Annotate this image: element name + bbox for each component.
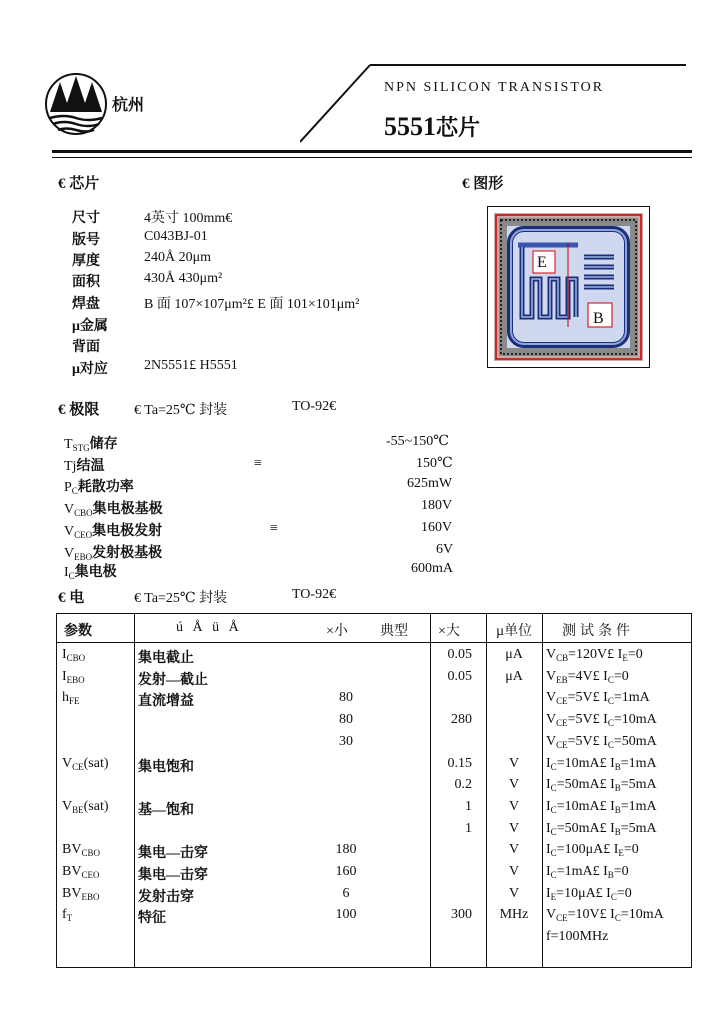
row-min: 180 xyxy=(335,842,357,858)
elec-cond: € Ta=25℃ 封装 xyxy=(134,591,228,606)
row-max: 1 xyxy=(465,820,472,836)
abs-row: Tj结温 xyxy=(64,459,105,474)
row-symbol: $BV_{CBO}$ xyxy=(62,842,100,859)
chip-layout-title: € 图形 xyxy=(462,176,504,192)
abs-value: 6V xyxy=(436,542,454,557)
param-label: μ金属 xyxy=(72,319,108,334)
row-unit: MHz xyxy=(499,907,529,923)
param-label: 版号 xyxy=(72,233,100,248)
row-name: 特征 xyxy=(138,911,166,927)
abs-value: 160V xyxy=(421,520,453,535)
param-label: 厚度 xyxy=(72,254,100,269)
row-condition: $V_{CE}=10V£$ $I_C=10mA$ xyxy=(546,907,664,924)
row-unit: μA xyxy=(505,647,523,662)
elec-title: € 电 xyxy=(58,590,85,606)
row-symbol: $h_{FE}$ xyxy=(62,690,80,707)
row-min: 80 xyxy=(339,712,353,728)
row-max: 0.2 xyxy=(454,777,472,793)
row-symbol: $V_{BE}(sat)$ xyxy=(62,798,109,815)
row-name: 基—饱和 xyxy=(138,802,194,818)
table-header-rule xyxy=(56,642,692,643)
header-unit: µ单位 xyxy=(496,624,533,639)
row-symbol: $I_{EBO}$ xyxy=(62,668,85,685)
row-unit: μA xyxy=(505,668,523,684)
abs-max-cond: € Ta=25℃ 封装 xyxy=(134,403,228,418)
row-min: 80 xyxy=(339,690,353,706)
row-symbol: $V_{CE}(sat)$ xyxy=(62,755,109,772)
row-symbol: $f_T$ xyxy=(62,907,73,924)
row-max: 300 xyxy=(451,907,472,923)
abs-value: 625mW xyxy=(407,476,453,491)
row-name: 发射—截止 xyxy=(138,672,208,688)
subtitle: NPN SILICON TRANSISTOR xyxy=(384,80,605,95)
param-value: C043BJ-01 xyxy=(144,229,208,244)
row-condition: $I_C=50mA£$ $I_B=5mA$ xyxy=(546,777,657,794)
table-col-line xyxy=(56,613,57,968)
row-unit: V xyxy=(508,798,520,814)
top-rule xyxy=(52,150,692,153)
header-max: ×大 xyxy=(438,624,460,639)
abs-row: $P_C$耗散功率 xyxy=(64,480,134,496)
param-value: 4英寸 100mm€ xyxy=(144,211,233,226)
row-condition: $V_{CB}=120V£$ $I_E=0$ xyxy=(546,647,643,663)
dot-mark: ≡ xyxy=(270,521,278,536)
header-cond: 测试条件 xyxy=(562,624,634,639)
row-condition: $I_C=10mA£$ $I_B=1mA$ xyxy=(546,798,657,815)
param-label: μ对应 xyxy=(72,362,108,377)
row-condition: $V_{EB}=4V£$ $I_C=0$ xyxy=(546,668,629,685)
part-number-text: 5551 xyxy=(384,112,436,141)
abs-row: $V_{CBO}$集电极基极 xyxy=(64,502,163,518)
row-name: 集电—击穿 xyxy=(138,868,208,883)
company-name: 杭州 xyxy=(112,97,145,114)
abs-row: $I_C$集电极 xyxy=(64,565,117,581)
abs-value: -55~150℃ xyxy=(386,434,449,449)
row-symbol: $BV_{EBO}$ xyxy=(62,885,100,902)
row-unit: V xyxy=(508,864,520,879)
row-max: 0.05 xyxy=(447,647,472,662)
part-number xyxy=(384,111,480,142)
elec-pkg: TO-92€ xyxy=(292,587,337,602)
row-unit: V xyxy=(508,755,520,771)
param-value: 430Å 430μm² xyxy=(144,271,223,286)
company-logo xyxy=(44,72,108,136)
row-max: 1 xyxy=(465,798,472,814)
table-border-top xyxy=(56,613,692,614)
table-col-line xyxy=(691,613,692,968)
param-label: 背面 xyxy=(72,340,100,355)
row-name: 集电—击穿 xyxy=(138,846,208,862)
row-unit: V xyxy=(508,820,520,836)
header-min: ×小 xyxy=(326,624,348,639)
die-layout-image xyxy=(487,206,650,368)
row-name: 直流增益 xyxy=(138,694,194,710)
row-condition: $I_C=100\mu A£$ $I_E=0$ xyxy=(546,842,639,859)
part-suffix: 芯片 xyxy=(436,115,481,140)
abs-row: $V_{EBO}$发射极基极 xyxy=(64,546,163,562)
row-max: 0.05 xyxy=(447,668,472,684)
header-frame xyxy=(300,62,690,152)
row-condition: f=100MHz xyxy=(546,929,609,945)
row-condition: $V_{CE}=5V£$ $I_C=1mA$ xyxy=(546,690,650,707)
row-condition: $V_{CE}=5V£$ $I_C=10mA$ xyxy=(546,712,657,729)
base-pad-label: B xyxy=(593,310,604,327)
abs-value: 600mA xyxy=(411,561,453,576)
row-condition: $V_{CE}=5V£$ $I_C=50mA$ xyxy=(546,733,657,750)
chip-params-title: € 芯片 xyxy=(58,176,100,192)
header-name: ú Å ü Å xyxy=(176,620,242,635)
row-min: 30 xyxy=(339,733,353,749)
abs-max-pkg: TO-92€ xyxy=(292,399,337,414)
row-condition: $I_C=10mA£$ $I_B=1mA$ xyxy=(546,755,657,772)
top-rule-thin xyxy=(52,157,692,158)
abs-max-title: € 极限 xyxy=(58,402,100,418)
row-name: 集电饱和 xyxy=(138,759,194,775)
row-min: 160 xyxy=(335,864,357,879)
row-symbol: $BV_{CEO}$ xyxy=(62,864,100,880)
header-param: 参数 xyxy=(64,624,92,639)
row-min: 6 xyxy=(342,885,350,901)
abs-row: $T_{STG}$储存 xyxy=(64,437,118,453)
row-name: 发射击穿 xyxy=(138,889,194,905)
param-label: 焊盘 xyxy=(72,297,100,312)
row-condition: $I_C=50mA£$ $I_B=5mA$ xyxy=(546,820,657,837)
row-symbol: $I_{CBO}$ xyxy=(62,647,86,663)
row-unit: V xyxy=(508,777,520,793)
abs-value: 180V xyxy=(421,498,453,513)
row-name: 集电截止 xyxy=(138,651,194,666)
header-typ: 典型 xyxy=(380,624,408,639)
param-label: 面积 xyxy=(72,275,100,290)
row-max: 280 xyxy=(451,712,472,728)
row-unit: V xyxy=(508,885,520,901)
emitter-pad-label: E xyxy=(537,254,547,271)
abs-row: $V_{CEO}$集电极发射 xyxy=(64,524,163,540)
table-col-line xyxy=(134,613,135,968)
param-label: 尺寸 xyxy=(72,211,100,226)
row-condition: $I_E=10\mu A£$ $I_C=0$ xyxy=(546,885,632,902)
row-condition: $I_C=1mA£$ $I_B=0$ xyxy=(546,864,629,880)
row-unit: V xyxy=(508,842,520,858)
row-max: 0.15 xyxy=(447,755,472,771)
table-border-bottom xyxy=(56,967,692,968)
param-value: 240Å 20μm xyxy=(144,250,212,265)
dot-mark: ≡ xyxy=(254,456,262,471)
abs-value: 150℃ xyxy=(416,456,453,471)
row-min: 100 xyxy=(335,907,357,923)
param-value: 2N5551£ H5551 xyxy=(144,358,238,373)
param-value: B 面 107×107μm²£ E 面 101×101μm² xyxy=(144,297,360,312)
